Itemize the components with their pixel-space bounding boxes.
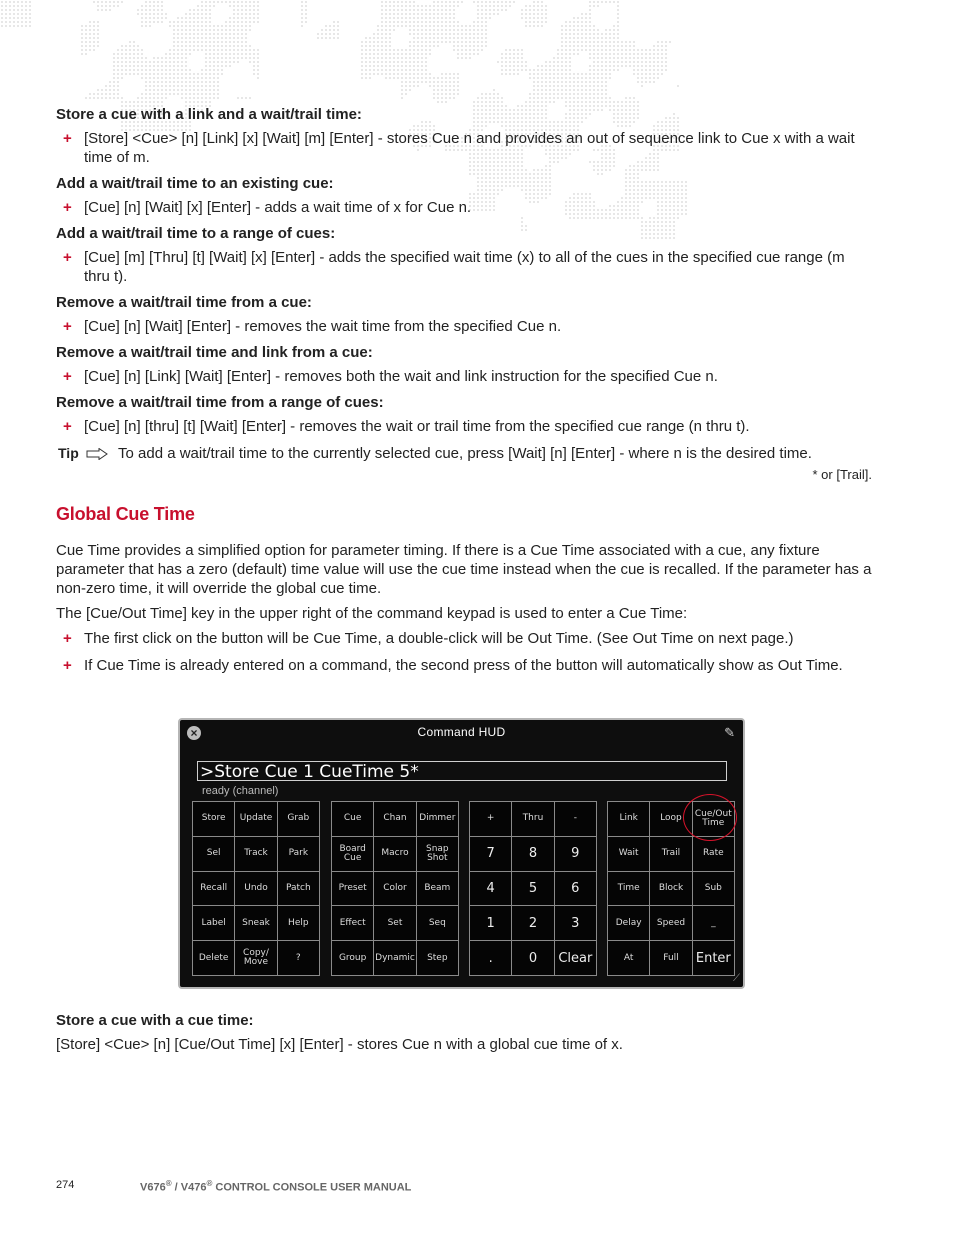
section-heading: Remove a wait/trail time and link from a cue:: [56, 344, 373, 361]
keypad-key[interactable]: Track: [235, 837, 276, 871]
keypad-key[interactable]: 4: [470, 872, 511, 906]
keypad-key[interactable]: Preset: [332, 872, 373, 906]
keypad-key[interactable]: Clear: [555, 941, 596, 975]
pin-icon[interactable]: ✎: [724, 725, 735, 740]
keypad-key[interactable]: Store: [193, 802, 234, 836]
keypad-key[interactable]: Dynamic: [374, 941, 415, 975]
plus-bullet-icon: +: [63, 418, 72, 435]
plus-bullet-icon: +: [63, 130, 72, 147]
store-cue-time-heading: Store a cue with a cue time:: [56, 1012, 254, 1029]
keypad-key[interactable]: Color: [374, 872, 415, 906]
keypad-key[interactable]: Beam: [417, 872, 458, 906]
command-status: ready (channel): [202, 785, 279, 797]
keypad-key[interactable]: 5: [512, 872, 553, 906]
wait-trail-sections: [56, 106, 872, 436]
footnote: * or [Trail].: [812, 467, 872, 482]
keypad-block-2: [331, 801, 459, 976]
resize-handle-icon[interactable]: ⟋: [733, 973, 740, 984]
keypad-key[interactable]: Update: [235, 802, 276, 836]
keypad-key[interactable]: Help: [278, 906, 319, 940]
section-bullet: + [Cue] [n] [Link] [Wait] [Enter] - removes both the wait and link instruction for the specified Cue n.: [63, 368, 718, 385]
keypad-key[interactable]: _: [693, 906, 734, 940]
keypad-key[interactable]: 0: [512, 941, 553, 975]
keypad-key[interactable]: Macro: [374, 837, 415, 871]
keypad-key[interactable]: Thru: [512, 802, 553, 836]
command-line: >Store Cue 1 CueTime 5*: [197, 761, 727, 781]
section-title: Global Cue Time: [56, 504, 195, 524]
section-bullet: + [Cue] [m] [Thru] [t] [Wait] [x] [Enter] - adds the specified wait time (x) to all of the cues in the specified cue range (m thru t).: [63, 249, 845, 285]
section-heading: Add a wait/trail time to a range of cues:: [56, 225, 336, 242]
section-bullet: + [Cue] [n] [Wait] [x] [Enter] - adds a wait time of x for Cue n.: [63, 199, 472, 216]
keypad-key[interactable]: Rate: [693, 837, 734, 871]
keypad-key[interactable]: 8: [512, 837, 553, 871]
plus-bullet-icon: +: [63, 630, 72, 647]
page-footer: [56, 1179, 412, 1194]
tip-arrow-icon: [86, 448, 108, 460]
cue-out-time-highlight: [683, 794, 737, 841]
keypad-key[interactable]: Step: [417, 941, 458, 975]
plus-bullet-icon: +: [63, 199, 72, 216]
keypad-key[interactable]: .: [470, 941, 511, 975]
keypad-key[interactable]: Delay: [608, 906, 649, 940]
keypad-key[interactable]: Dimmer: [417, 802, 458, 836]
keypad-key[interactable]: Seq: [417, 906, 458, 940]
plus-bullet-icon: +: [63, 249, 72, 266]
keypad-key[interactable]: 6: [555, 872, 596, 906]
tip-text: To add a wait/trail time to the currently selected cue, press [Wait] [n] [Enter] - where n is the desired time.: [118, 445, 812, 462]
keypad-key[interactable]: Recall: [193, 872, 234, 906]
close-icon[interactable]: ×: [187, 726, 201, 740]
keypad-key[interactable]: 7: [470, 837, 511, 871]
keypad-key[interactable]: Sub: [693, 872, 734, 906]
store-cue-time-text: [Store] <Cue> [n] [Cue/Out Time] [x] [Enter] - stores Cue n with a global cue time of x.: [56, 1036, 623, 1053]
keypad-key[interactable]: Grab: [278, 802, 319, 836]
section-heading: Store a cue with a link and a wait/trail time:: [56, 106, 362, 123]
keypad-key[interactable]: 2: [512, 906, 553, 940]
keypad-key[interactable]: Enter: [693, 941, 734, 975]
keypad-key[interactable]: -: [555, 802, 596, 836]
section-heading: Add a wait/trail time to an existing cue:: [56, 175, 334, 192]
keypad-key[interactable]: Undo: [235, 872, 276, 906]
global-bullet-1: + The first click on the button will be Cue Time, a double-click will be Out Time. (See Out Time on next page.): [63, 630, 794, 647]
keypad-key[interactable]: Sneak: [235, 906, 276, 940]
section-bullet: + [Store] <Cue> [n] [Link] [x] [Wait] [m] [Enter] - stores Cue n and provides an out of sequence link to Cue x with a wait time of m.: [63, 130, 855, 166]
keypad-key[interactable]: Copy/ Move: [235, 941, 276, 975]
hud-title: Command HUD: [417, 725, 506, 739]
keypad-key[interactable]: At: [608, 941, 649, 975]
keypad-key[interactable]: Effect: [332, 906, 373, 940]
keypad-key[interactable]: Label: [193, 906, 234, 940]
keypad-key[interactable]: ?: [278, 941, 319, 975]
keypad-block-3: [469, 801, 597, 976]
keypad-block-1: [192, 801, 320, 976]
plus-bullet-icon: +: [63, 318, 72, 335]
keypad-key[interactable]: Chan: [374, 802, 415, 836]
keypad-key[interactable]: Sel: [193, 837, 234, 871]
keypad-key[interactable]: Full: [650, 941, 691, 975]
section-bullet: + [Cue] [n] [thru] [t] [Wait] [Enter] - removes the wait or trail time from the specified cue range (n thru t).: [63, 418, 750, 435]
keypad-key[interactable]: 3: [555, 906, 596, 940]
global-bullet-2: + If Cue Time is already entered on a command, the second press of the button will automatically show as Out Time.: [63, 657, 843, 674]
tip-label: Tip: [58, 445, 79, 461]
plus-bullet-icon: +: [63, 368, 72, 385]
paragraph-1: Cue Time provides a simplified option for parameter timing. If there is a Cue Time associated with a cue, any fixture parameter that has a zero (default) time value will use the cue time instead when the cue is recalled. If the parameter has a non-zero time, it will override the global cue time.: [56, 542, 872, 597]
keypad-key[interactable]: 9: [555, 837, 596, 871]
section-heading: Remove a wait/trail time from a cue:: [56, 294, 312, 311]
keypad-key[interactable]: Group: [332, 941, 373, 975]
paragraph-2: The [Cue/Out Time] key in the upper right of the command keypad is used to enter a Cue Time:: [56, 605, 688, 622]
plus-bullet-icon: +: [63, 657, 72, 674]
keypad-key[interactable]: Block: [650, 872, 691, 906]
command-hud-screenshot: [178, 718, 745, 989]
section-heading: Remove a wait/trail time from a range of cues:: [56, 394, 384, 411]
keypad-key[interactable]: Board Cue: [332, 837, 373, 871]
keypad-key[interactable]: 1: [470, 906, 511, 940]
section-bullet: + [Cue] [n] [Wait] [Enter] - removes the wait time from the specified Cue n.: [63, 318, 562, 335]
keypad-key[interactable]: Cue: [332, 802, 373, 836]
keypad-key[interactable]: +: [470, 802, 511, 836]
keypad-key[interactable]: Snap Shot: [417, 837, 458, 871]
page-number: 274: [56, 1179, 75, 1191]
content-bottom: [56, 1012, 872, 1060]
keypad-key[interactable]: Cue/Out Time: [693, 802, 734, 836]
keypad-key[interactable]: Set: [374, 906, 415, 940]
keypad-key[interactable]: Trail: [650, 837, 691, 871]
keypad-key[interactable]: Delete: [193, 941, 234, 975]
content-top: [56, 106, 872, 683]
keypad-key[interactable]: Patch: [278, 872, 319, 906]
keypad-key[interactable]: Park: [278, 837, 319, 871]
keypad-key[interactable]: Speed: [650, 906, 691, 940]
tip-box: [56, 444, 872, 463]
keypad-key[interactable]: Time: [608, 872, 649, 906]
keypad-key[interactable]: Loop: [650, 802, 691, 836]
keypad-key[interactable]: Link: [608, 802, 649, 836]
manual-title: V676® / V476® CONTROL CONSOLE USER MANUAL: [140, 1179, 412, 1194]
keypad-key[interactable]: Wait: [608, 837, 649, 871]
